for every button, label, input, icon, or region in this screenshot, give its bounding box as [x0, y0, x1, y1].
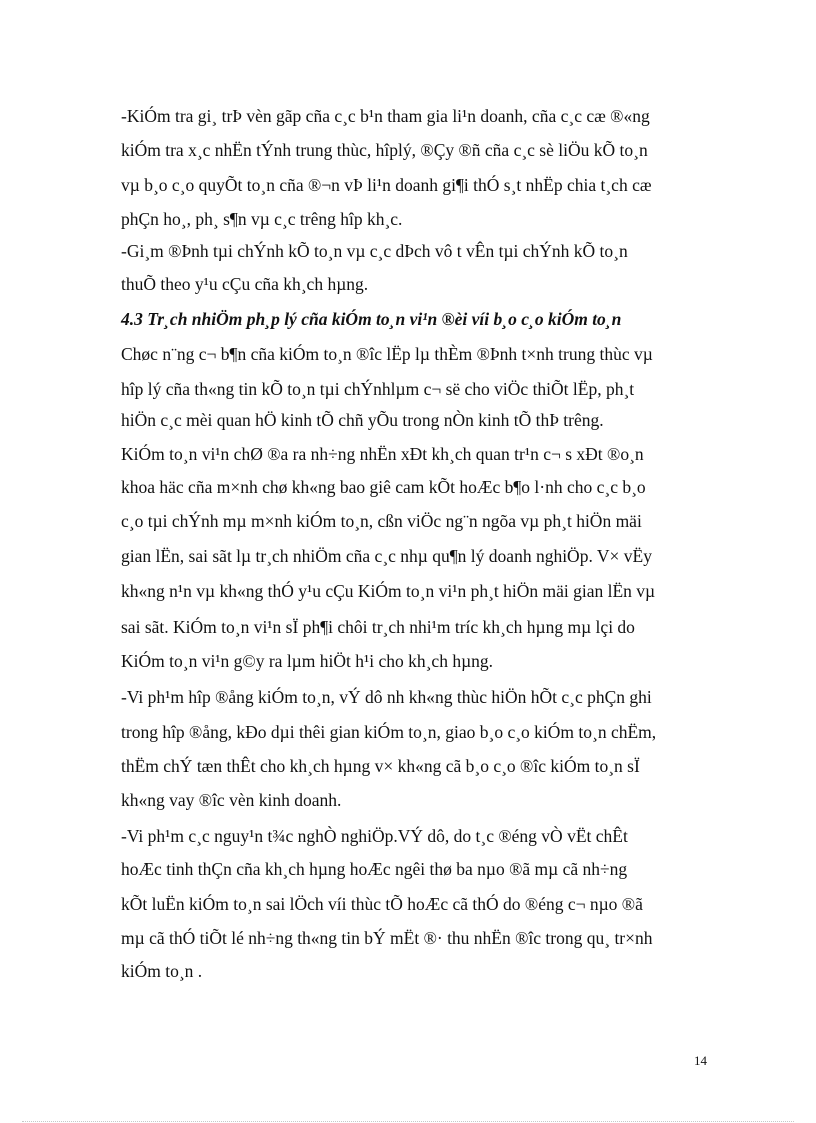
text-line: trong hîp ®ång, kÐo dµi thêi gian kiÓm to¸n, giao b¸o c¸o kiÓm to¸n chËm, [121, 722, 657, 742]
text-line: khoa häc cña m×nh chø kh«ng bao giê cam kÕt hoÆc b¶o l·nh cho c¸c b¸o [121, 477, 646, 497]
text-line: kh«ng vay ®îc vèn kinh doanh. [121, 790, 342, 810]
text-line: hiÖn c¸c mèi quan hÖ kinh tÕ chñ yÕu trong nÒn kinh tÕ thÞ trêng. [121, 410, 604, 430]
text-line: -Vi ph¹m c¸c nguy¹n t¾c nghÒ nghiÖp.VÝ dô, do t¸c ®éng vÒ vËt chÊt [121, 826, 628, 846]
text-line: Chøc n¨ng c¬ b¶n cña kiÓm to¸n ®îc lËp lµ thÈm ®Þnh t×nh trung thùc vµ [121, 344, 653, 364]
text-line: thuÕ theo y¹u cÇu cña kh¸ch hµng. [121, 274, 369, 294]
text-line: -Vi ph¹m hîp ®ång kiÓm to¸n, vÝ dô nh kh«ng thùc hiÖn hÕt c¸c phÇn ghi [121, 687, 652, 707]
text-line: KiÓm to¸n vi¹n g©y ra lµm hiÖt h¹i cho kh¸ch hµng. [121, 651, 494, 671]
text-line: vµ b¸o c¸o quyÕt to¸n cña ®¬n vÞ li¹n doanh gi¶i thÓ s¸t nhËp chia t¸ch cæ [121, 175, 652, 195]
text-line: -KiÓm tra gi¸ trÞ vèn gãp cña c¸c b¹n tham gia li¹n doanh, cña c¸c cæ ®«ng [121, 106, 650, 126]
text-line: mµ cã thÓ tiÕt lé nh÷ng th«ng tin bÝ mËt ®· thu nhËn ®îc trong qu¸ tr×nh [121, 928, 653, 948]
text-line: -Gi¸m ®Þnh tµi chÝnh kÕ to¸n vµ c¸c dÞch vô t vÊn tµi chÝnh kÕ to¸n [121, 241, 628, 261]
footer-divider [22, 1121, 794, 1122]
section-heading: 4.3 Tr¸ch nhiÖm ph¸p lý cña kiÓm to¸n vi¹n ®èi víi b¸o c¸o kiÓm to¸n [121, 309, 622, 329]
page-number: 14 [694, 1053, 707, 1068]
text-line: phÇn ho¸, ph¸ s¶n vµ c¸c trêng hîp kh¸c. [121, 209, 403, 229]
text-line: kÕt luËn kiÓm to¸n sai lÖch víi thùc tÕ hoÆc cã thÓ do ®éng c¬ nµo ®ã [121, 894, 643, 914]
text-line: kiÓm tra x¸c nhËn tÝnh trung thùc, hîplý, ®Çy ®ñ cña c¸c sè liÖu kÕ to¸n [121, 140, 648, 160]
text-line: KiÓm to¸n vi¹n chØ ®a ra nh÷ng nhËn xÐt kh¸ch quan tr¹n c¬ s xÐt ®o¸n [121, 444, 644, 464]
text-line: kiÓm to¸n . [121, 961, 203, 981]
text-line: kh«ng n¹n vµ kh«ng thÓ y¹u cÇu KiÓm to¸n vi¹n ph¸t hiÖn mäi gian lËn vµ [121, 581, 656, 601]
text-line: thËm chÝ tæn thÊt cho kh¸ch hµng v× kh«ng cã b¸o c¸o ®îc kiÓm to¸n sÏ [121, 756, 640, 776]
text-line: sai sãt. KiÓm to¸n vi¹n sÏ ph¶i chôi tr¸ch nhi¹m tríc kh¸ch hµng mµ lçi do [121, 617, 635, 637]
text-line: hoÆc tinh thÇn cña kh¸ch hµng hoÆc ngêi thø ba nµo ®ã mµ cã nh÷ng [121, 859, 628, 879]
text-line: c¸o tµi chÝnh mµ m×nh kiÓm to¸n, cßn viÖc ng¨n ngõa vµ ph¸t hiÖn mäi [121, 511, 642, 531]
text-line: gian lËn, sai sãt lµ tr¸ch nhiÖm cña c¸c nhµ qu¶n lý doanh nghiÖp. V× vËy [121, 546, 652, 566]
text-line: hîp lý cña th«ng tin kÕ to¸n tµi chÝnhlµm c¬ së cho viÖc thiÕt lËp, ph¸t [121, 379, 635, 399]
